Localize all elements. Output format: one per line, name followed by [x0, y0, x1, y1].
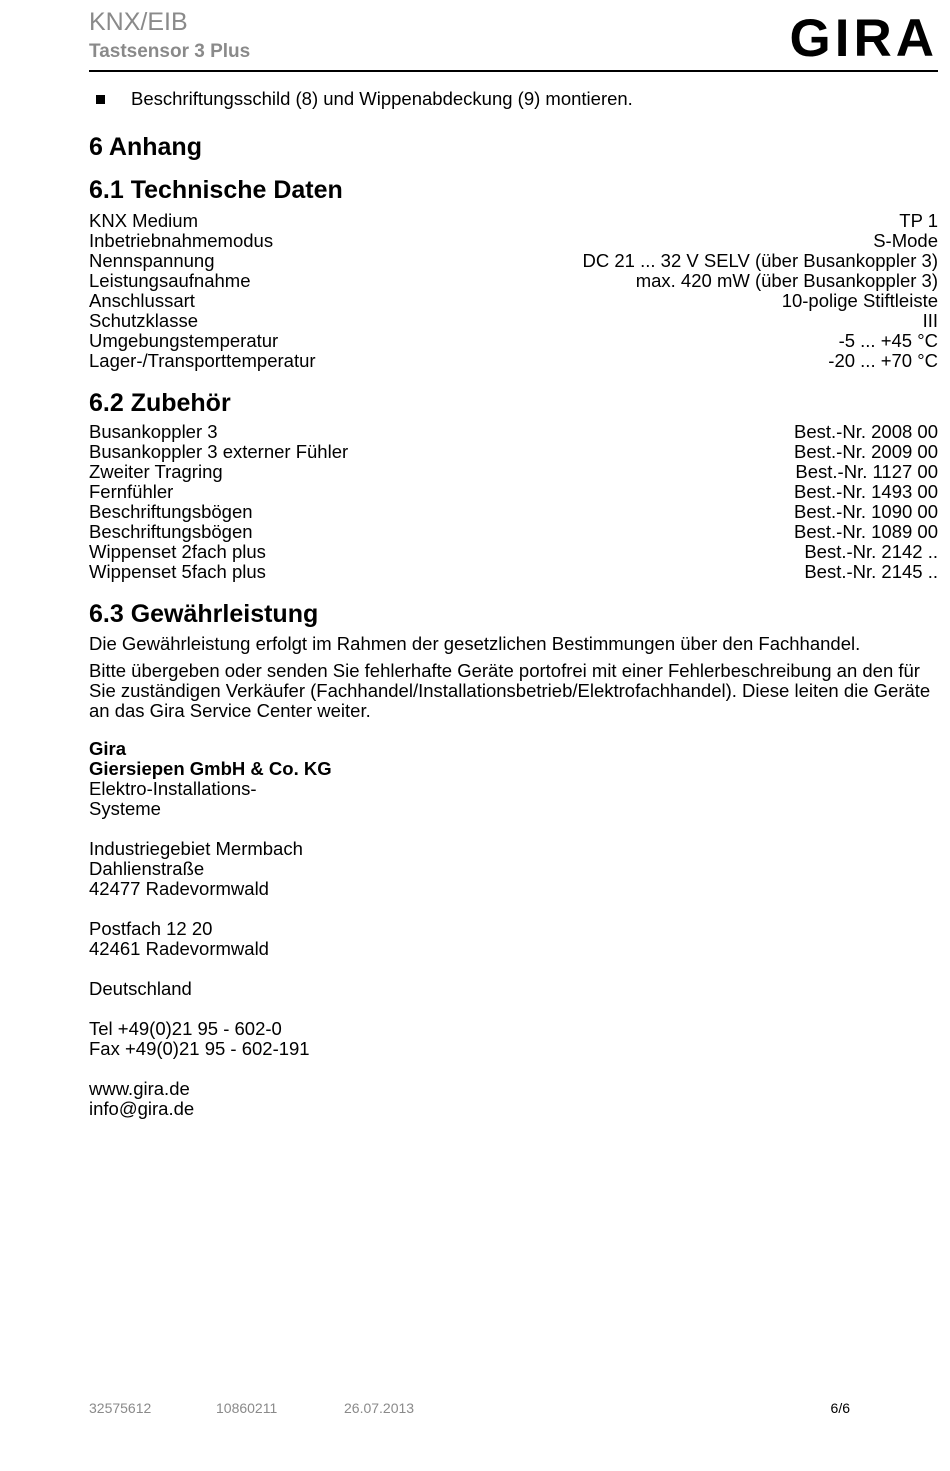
accessory-value: Best.-Nr. 1127 00 [795, 461, 938, 482]
page-header [89, 6, 938, 72]
tech-data-value: DC 21 ... 32 V SELV (über Busankoppler 3) [582, 250, 938, 271]
header-title: KNX/EIB [89, 8, 188, 36]
tech-data-row [89, 291, 938, 311]
address-street-1: Industriegebiet Mermbach [89, 838, 303, 859]
tech-data-value: TP 1 [899, 210, 938, 231]
email-link[interactable]: info@gira.de [89, 1098, 195, 1119]
tech-data-row [89, 211, 938, 231]
accessory-label: Fernfühler [89, 481, 174, 502]
accessory-row [89, 562, 938, 582]
section-heading-anhang: 6 Anhang [89, 133, 202, 161]
accessory-row [89, 502, 938, 522]
accessory-value: Best.-Nr. 2142 .. [804, 541, 938, 562]
accessory-row [89, 462, 938, 482]
department-line-1: Elektro-Installations- [89, 778, 257, 799]
tech-data-row [89, 331, 938, 351]
section-heading-gewaehr: 6.3 Gewährleistung [89, 600, 319, 628]
accessory-row [89, 542, 938, 562]
accessory-value: Best.-Nr. 2008 00 [794, 421, 938, 442]
tech-data-row [89, 351, 938, 371]
department-line-2: Systeme [89, 798, 161, 819]
accessory-value: Best.-Nr. 1493 00 [794, 481, 938, 502]
gira-logo: GIRA [789, 9, 938, 68]
tech-data-label: Umgebungstemperatur [89, 330, 279, 351]
tech-data-value: -5 ... +45 °C [838, 330, 938, 351]
tech-data-row [89, 251, 938, 271]
po-box: Postfach 12 20 [89, 918, 213, 939]
tech-data-row [89, 231, 938, 251]
accessory-label: Wippenset 5fach plus [89, 561, 266, 582]
accessory-row [89, 442, 938, 462]
country: Deutschland [89, 978, 192, 999]
po-city: 42461 Radevormwald [89, 938, 269, 959]
accessories-table [89, 422, 938, 582]
tech-data-value: 10-polige Stiftleiste [781, 290, 938, 311]
footer-code-2: 10860211 [216, 1400, 278, 1416]
header-subtitle: Tastsensor 3 Plus [89, 41, 251, 62]
tech-data-label: Lager-/Transporttemperatur [89, 350, 316, 371]
accessory-row [89, 522, 938, 542]
accessory-label: Zweiter Tragring [89, 461, 223, 482]
warranty-paragraph-2: Bitte übergeben oder senden Sie fehlerhafte Geräte portofrei mit einer Fehlerbeschreibung an den für Sie zuständigen Verkäufer (Fachhandel/Installationsbetrieb/Elektrofachhandel). Diese leiten die Geräte an das Gira Service Center weiter. [89, 660, 931, 721]
bullet-text: Beschriftungsschild (8) und Wippenabdeckung (9) montieren. [131, 88, 633, 109]
accessory-row [89, 482, 938, 502]
footer-date: 26.07.2013 [344, 1400, 415, 1416]
section-heading-tech: 6.1 Technische Daten [89, 176, 343, 204]
tech-data-row [89, 311, 938, 331]
address-city: 42477 Radevormwald [89, 878, 269, 899]
section-heading-zubehoer: 6.2 Zubehör [89, 389, 231, 417]
tech-data-row [89, 271, 938, 291]
tech-data-label: KNX Medium [89, 210, 198, 231]
accessory-label: Wippenset 2fach plus [89, 541, 266, 562]
footer-code-1: 32575612 [89, 1400, 152, 1416]
warranty-paragraph-1: Die Gewährleistung erfolgt im Rahmen der gesetzlichen Bestimmungen über den Fachhandel. [89, 633, 861, 654]
telephone: Tel +49(0)21 95 - 602-0 [89, 1018, 282, 1039]
website-link[interactable]: www.gira.de [89, 1078, 190, 1099]
tech-data-label: Leistungsaufnahme [89, 270, 251, 291]
tech-data-label: Nennspannung [89, 250, 215, 271]
accessory-label: Busankoppler 3 [89, 421, 218, 442]
tech-data-value: -20 ... +70 °C [828, 350, 938, 371]
address-street-2: Dahlienstraße [89, 858, 205, 879]
company-fullname: Giersiepen GmbH & Co. KG [89, 758, 332, 779]
accessory-value: Best.-Nr. 2145 .. [804, 561, 938, 582]
accessory-value: Best.-Nr. 1089 00 [794, 521, 938, 542]
bullet-square-icon [96, 95, 105, 104]
tech-data-value: max. 420 mW (über Busankoppler 3) [635, 270, 938, 291]
tech-data-value: S-Mode [873, 230, 938, 251]
tech-data-table [89, 211, 938, 371]
page-number: 6/6 [830, 1400, 850, 1416]
accessory-label: Beschriftungsbögen [89, 501, 253, 522]
accessory-row [89, 422, 938, 442]
page-footer [89, 1400, 938, 1418]
fax: Fax +49(0)21 95 - 602-191 [89, 1038, 310, 1059]
accessory-value: Best.-Nr. 2009 00 [794, 441, 938, 462]
tech-data-label: Anschlussart [89, 290, 195, 311]
company-name: Gira [89, 738, 127, 759]
accessory-label: Busankoppler 3 externer Fühler [89, 441, 349, 462]
tech-data-value: III [922, 310, 938, 331]
address-block [89, 739, 332, 1119]
accessory-label: Beschriftungsbögen [89, 521, 253, 542]
tech-data-label: Inbetriebnahmemodus [89, 230, 274, 251]
tech-data-label: Schutzklasse [89, 310, 198, 331]
accessory-value: Best.-Nr. 1090 00 [794, 501, 938, 522]
